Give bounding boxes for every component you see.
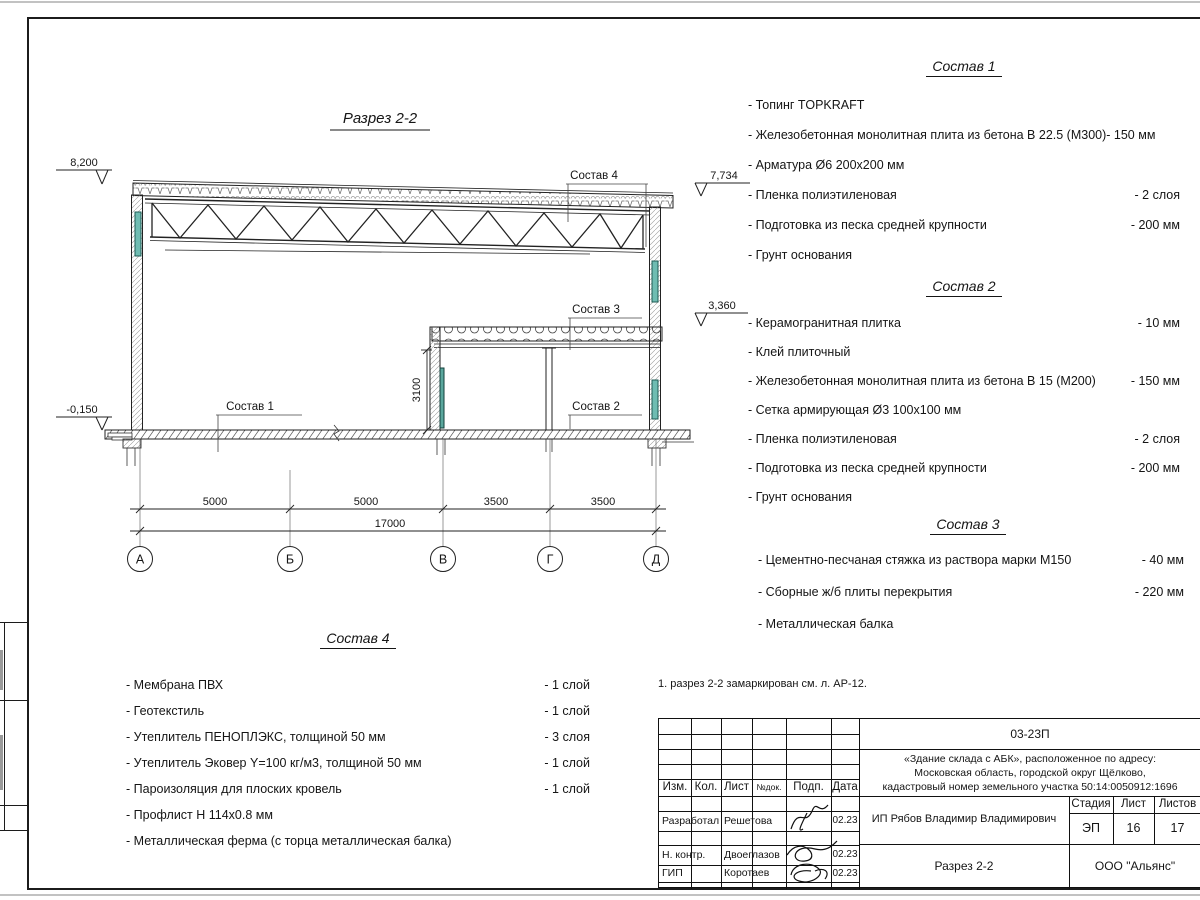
wall-right bbox=[650, 207, 661, 430]
list-title: Состав 1 bbox=[748, 58, 1180, 74]
mezzanine-glazing bbox=[440, 368, 444, 428]
cut-text-fragment bbox=[0, 735, 3, 790]
axis-g: Г bbox=[546, 552, 554, 567]
elevation-mark-3360 bbox=[695, 313, 748, 326]
list-item: - Топинг TOPKRAFT bbox=[748, 98, 865, 112]
list-item: - Утеплитель ПЕНОПЛЭКС, толщиной 50 мм - 3 слоя bbox=[126, 730, 590, 744]
sheets-value: 17 bbox=[1170, 821, 1185, 835]
window-right-upper bbox=[652, 261, 658, 302]
elevation-mark-7734 bbox=[695, 183, 750, 196]
col-doc: №док. bbox=[756, 782, 782, 793]
sheet-value: 16 bbox=[1126, 821, 1141, 835]
list-item: - Керамогранитная плитка - 10 мм bbox=[748, 315, 1180, 330]
list-title: Состав 4 bbox=[126, 630, 590, 646]
elevation-mark-minus0150 bbox=[56, 417, 112, 430]
axis-bubbles bbox=[128, 547, 669, 572]
ramp bbox=[108, 433, 132, 437]
svg-text:Состав 2: Состав 2 bbox=[572, 401, 620, 413]
list-title: Состав 3 bbox=[752, 516, 1184, 532]
line bbox=[0, 805, 27, 806]
row-date: 02.23 bbox=[832, 815, 858, 826]
list-item: - Железобетонная монолитная плита из бетона В 22.5 (М300)- 150 мм bbox=[748, 128, 1156, 142]
list-item: - Металлическая балка bbox=[758, 617, 894, 631]
list-item: - Пленка полиэтиленовая - 2 слоя bbox=[748, 431, 1180, 446]
stage-value: ЭП bbox=[1082, 821, 1100, 835]
dim-span-2: 5000 bbox=[353, 496, 379, 508]
list-item: - Подготовка из песка средней крупности - 200 мм bbox=[748, 218, 1180, 232]
svg-text:Состав 3: Состав 3 bbox=[572, 304, 620, 316]
axis-d: Д bbox=[651, 552, 661, 567]
company: ООО "Альянс" bbox=[1094, 859, 1176, 874]
list-item: - Клей плиточный bbox=[748, 344, 851, 359]
list-item: - Геотекстиль - 1 слой bbox=[126, 704, 590, 718]
col-izm: Изм. bbox=[662, 780, 688, 793]
paper-edge-bottom bbox=[0, 894, 1200, 896]
dim-total: 17000 bbox=[374, 518, 406, 530]
mezzanine-wall bbox=[430, 327, 440, 430]
list-sostav-1 bbox=[748, 0, 1180, 275]
client: ИП Рябов Владимир Владимирович bbox=[871, 813, 1057, 826]
roof-truss bbox=[145, 199, 650, 254]
row-name: Коротаев bbox=[724, 867, 770, 880]
list-title: Состав 2 bbox=[748, 278, 1180, 294]
stage-label: Стадия bbox=[1071, 797, 1111, 810]
foundations bbox=[123, 439, 666, 466]
list-item: - Пленка полиэтиленовая - 2 слоя bbox=[748, 188, 1180, 202]
list-item: - Сборные ж/б плиты перекрытия - 220 мм bbox=[758, 585, 1184, 599]
wall-left bbox=[132, 195, 143, 430]
sheets-label: Листов bbox=[1158, 797, 1197, 810]
col-kol: Кол. bbox=[694, 780, 718, 793]
window-left bbox=[135, 212, 141, 256]
list-item: - Утеплитель Эковер Y=100 кг/м3, толщиной 50 мм - 1 слой bbox=[126, 756, 590, 770]
axis-a: А bbox=[135, 552, 145, 567]
line bbox=[0, 700, 27, 701]
list-item: - Железобетонная монолитная плита из бетона В 15 (М200) - 150 мм bbox=[748, 373, 1180, 388]
signature-1 bbox=[787, 799, 831, 835]
list-item: - Сетка армирующая Ø3 100х100 мм bbox=[748, 402, 962, 417]
axis-b: Б bbox=[285, 552, 295, 567]
dim-span-1: 5000 bbox=[202, 496, 228, 508]
axis-v: В bbox=[438, 552, 448, 567]
list-item: - Мембрана ПВХ - 1 слой bbox=[126, 678, 590, 692]
sheet-title: Разрез 2-2 bbox=[934, 859, 994, 874]
col-data: Дата bbox=[832, 780, 858, 793]
list-item: - Пароизоляция для плоских кровель - 1 слой bbox=[126, 782, 590, 796]
column-g bbox=[542, 348, 556, 430]
callout-sostav4 bbox=[566, 170, 648, 247]
note: 1. разрез 2-2 замаркирован см. л. АР-12. bbox=[658, 678, 867, 690]
callout-sostav2 bbox=[568, 401, 642, 429]
dim-span-4: 3500 bbox=[590, 496, 616, 508]
signature-2 bbox=[781, 837, 841, 887]
svg-text:Состав 4: Состав 4 bbox=[570, 170, 618, 182]
elevation-mark-8200 bbox=[56, 170, 112, 184]
title-block bbox=[658, 718, 1200, 888]
line bbox=[4, 622, 5, 830]
doc-number: 03-23П bbox=[1010, 726, 1050, 741]
list-sostav-3 bbox=[752, 516, 1184, 646]
floor-slab bbox=[105, 425, 694, 442]
list-item: - Арматура Ø6 200х200 мм bbox=[748, 158, 905, 172]
elevation-3360-label: 3,360 bbox=[708, 300, 736, 312]
line bbox=[659, 749, 859, 750]
svg-text:Состав 1: Состав 1 bbox=[226, 401, 274, 413]
list-item: - Металлическая ферма (с торца металлическая балка) bbox=[126, 834, 452, 848]
callout-sostav1 bbox=[216, 401, 302, 452]
mezzanine bbox=[430, 327, 662, 430]
project-description: «Здание склада с АБК», расположенное по адресу: Московская область, городской округ Щёлково, кадастровый номер земельного участка 50:14:0050912:1696 bbox=[882, 752, 1178, 793]
line bbox=[659, 734, 859, 735]
list-item: - Грунт основания bbox=[748, 248, 853, 262]
dim-height-label: 3100 bbox=[411, 377, 423, 403]
roof-deck bbox=[133, 181, 673, 209]
elevation-minus0150-label: -0,150 bbox=[66, 404, 98, 416]
elevation-8200-label: 8,200 bbox=[70, 157, 98, 169]
row-name: Двоеглазов bbox=[724, 848, 780, 861]
window-right-lower bbox=[652, 380, 658, 419]
dim-span-3: 3500 bbox=[483, 496, 509, 508]
sheet-label: Лист bbox=[1121, 797, 1146, 810]
mezzanine-slab bbox=[432, 327, 662, 341]
row-name: Решетова bbox=[724, 814, 773, 827]
list-sostav-4 bbox=[126, 630, 590, 860]
row-role: ГИП bbox=[662, 867, 683, 880]
col-list: Лист bbox=[724, 780, 749, 793]
section-drawing bbox=[0, 0, 770, 600]
line bbox=[0, 622, 27, 623]
row-date: 02.23 bbox=[832, 849, 858, 860]
list-item: - Подготовка из песка средней крупности - 200 мм bbox=[748, 460, 1180, 475]
line bbox=[659, 764, 859, 765]
list-sostav-2 bbox=[748, 278, 1180, 514]
col-podp: Подп. bbox=[793, 780, 824, 793]
list-item: - Грунт основания bbox=[748, 489, 853, 504]
line bbox=[0, 830, 27, 831]
elevation-7734-label: 7,734 bbox=[710, 170, 738, 182]
list-item: - Профлист Н 114х0.8 мм bbox=[126, 808, 273, 822]
list-item: - Цементно-песчаная стяжка из раствора марки М150 - 40 мм bbox=[758, 553, 1184, 567]
cut-text-fragment bbox=[0, 650, 3, 690]
row-date: 02.23 bbox=[832, 867, 858, 879]
row-role: Н. контр. bbox=[662, 848, 706, 861]
section-title: Разрез 2-2 bbox=[342, 110, 418, 127]
row-role: Разработал bbox=[662, 814, 720, 827]
